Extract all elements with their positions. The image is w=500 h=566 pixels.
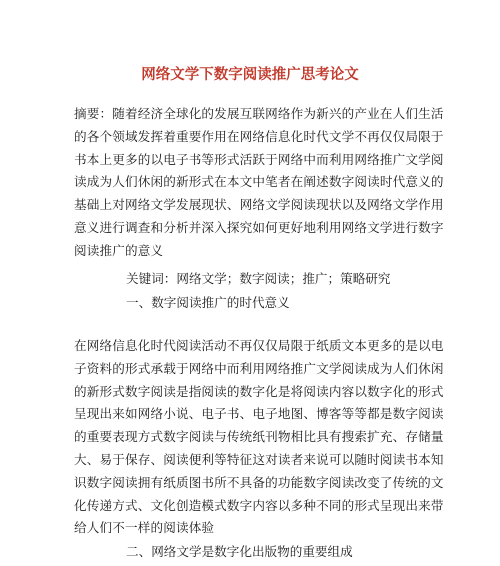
body-line: 在网络信息化时代阅读活动不再仅仅局限于纸质文本更多的是以电 (74, 338, 444, 353)
abstract-line: 意义进行调查和分析并深入探究如何更好地利用网络文学进行数字 (74, 219, 444, 235)
body-line: 呈现出来如网络小说、电子书、电子地图、博客等等都是数字阅读 (74, 406, 444, 422)
abstract-line: 书本上更多的以电子书等形式活跃于网络中而利用网络推广文学阅 (74, 151, 444, 167)
section-heading-1: 一、数字阅读推广的时代意义 (126, 295, 290, 310)
document-title: 网络文学下数字阅读推广思考论文 (141, 66, 359, 83)
abstract-line: 摘要：随着经济全球化的发展互联网络作为新兴的产业在人们生活 (74, 106, 444, 121)
abstract-paragraph (74, 103, 444, 263)
abstract-line: 基础上对网络文学发展现状、网络文学阅读现状以及网络文学作用 (74, 197, 444, 213)
body-line: 的新形式数字阅读是指阅读的数字化是将阅读内容以数字化的形式 (74, 383, 444, 399)
body-line: 的重要表现方式数字阅读与传统纸刊物相比具有搜索扩充、存储量 (74, 429, 444, 445)
body-line: 子资料的形式承载于网络中而利用网络推广文学阅读成为人们休闲 (74, 360, 444, 376)
abstract-line: 阅读推广的意义 (74, 242, 164, 258)
section-1-paragraph (74, 335, 444, 540)
abstract-line: 读成为人们休闲的新形式在本文中笔者在阐述数字阅读时代意义的 (74, 174, 444, 190)
body-line: 给人们不一样的阅读体验 (74, 520, 215, 536)
body-line: 大、易于保存、阅读便利等特征这对读者来说可以随时阅读书本知 (74, 451, 444, 467)
keywords-line: 关键词：网络文学；数字阅读；推广；策略研究 (126, 271, 391, 286)
section-heading-2: 二、网络文学是数字化出版物的重要组成 (126, 544, 353, 559)
abstract-line: 的各个领域发挥着重要作用在网络信息化时代文学不再仅仅局限于 (74, 128, 444, 144)
body-line: 化传递方式、文化创造模式数字内容以多种不同的形式呈现出来带 (74, 497, 444, 513)
body-line: 识数字阅读拥有纸质图书所不具备的功能数字阅读改变了传统的文 (74, 474, 444, 490)
